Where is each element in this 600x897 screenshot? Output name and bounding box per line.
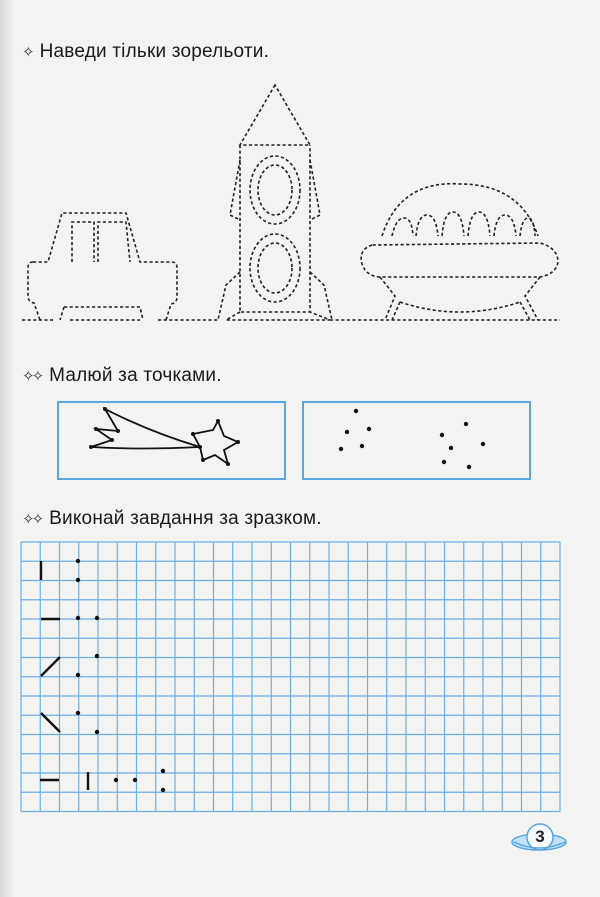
pattern-samples — [40, 561, 88, 790]
page-number: 3 — [535, 827, 545, 846]
two-stars-icon: ✧✧ — [22, 368, 42, 385]
one-star-icon: ✧ — [22, 44, 32, 61]
task-1-title: Наведи тільки зорельоти. — [39, 41, 270, 62]
three-stars-icon: ✧✧ — [22, 511, 42, 528]
task-2-title: Малюй за точками. — [49, 365, 222, 386]
page-number-badge — [509, 822, 569, 856]
grid-lines — [21, 542, 560, 812]
task-3-title: Виконай завдання за зразком. — [49, 508, 322, 529]
pattern-dots — [76, 559, 165, 792]
